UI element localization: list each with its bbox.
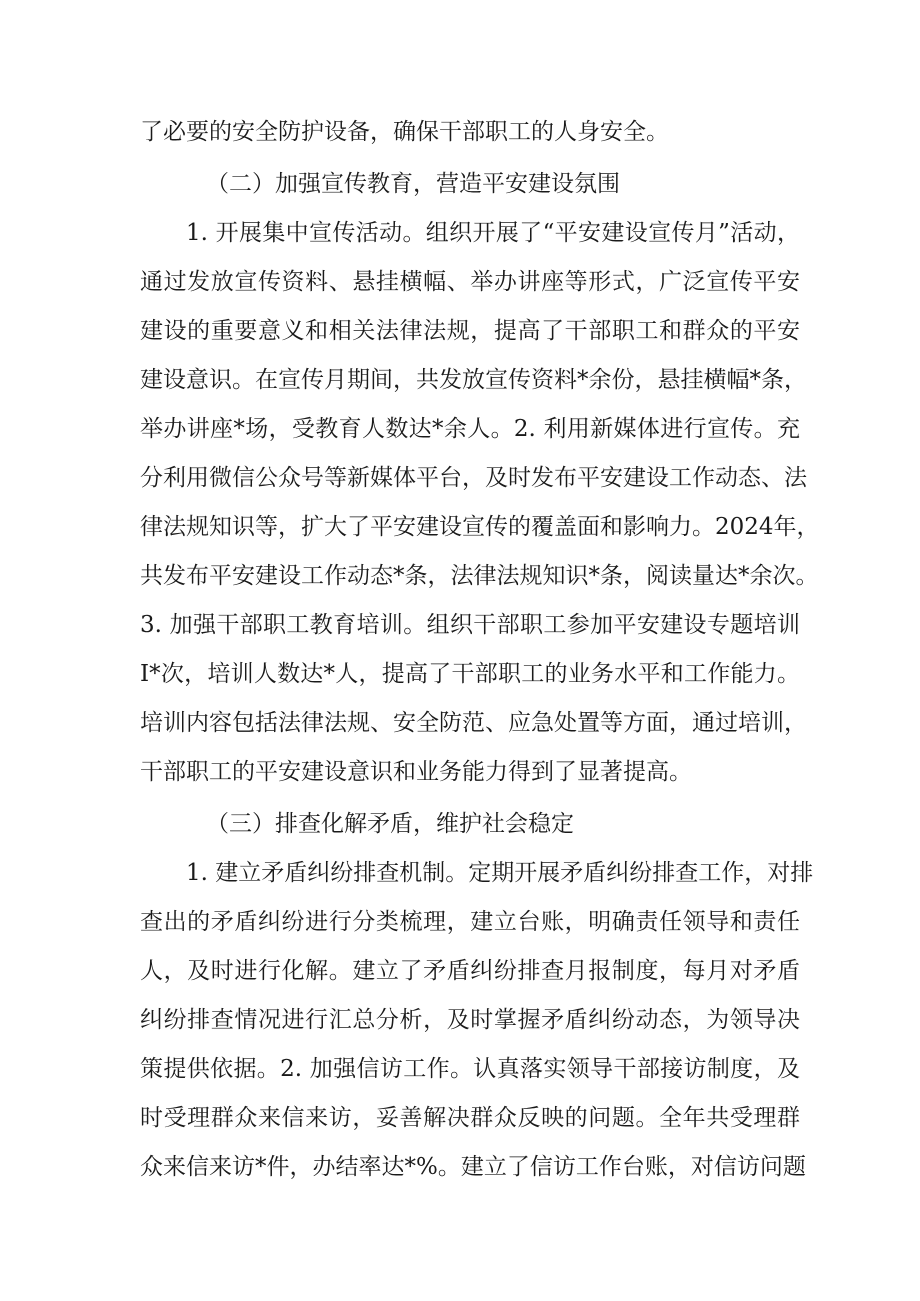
text-line: 举办讲座*场，受教育人数达*余人。2. 利用新媒体进行宣传。充 [140, 416, 800, 442]
text-line: 人，及时进行化解。建立了矛盾纠纷排查月报制度，每月对矛盾 [140, 958, 800, 984]
text-line: 查出的矛盾纠纷进行分类梳理，建立台账，明确责任领导和责任 [140, 909, 800, 935]
text-line: 策提供依据。2. 加强信访工作。认真落实领导干部接访制度，及 [140, 1056, 800, 1082]
text-line: 1. 建立矛盾纠纷排查机制。定期开展矛盾纠纷排查工作，对排 [186, 860, 814, 886]
text-line: 3. 加强干部职工教育培训。组织干部职工参加平安建设专题培训 [140, 612, 800, 638]
text-line: 纠纷排查情况进行汇总分析，及时掌握矛盾纠纷动态，为领导决 [140, 1007, 800, 1033]
text-line: 了必要的安全防护设备，确保干部职工的人身安全。 [140, 119, 669, 145]
text-line: 干部职工的平安建设意识和业务能力得到了显著提高。 [140, 759, 692, 785]
text-line: 1. 开展集中宣传活动。组织开展了“平安建设宣传月”活动， [186, 220, 800, 246]
text-line: 建设意识。在宣传月期间，共发放宣传资料*余份，悬挂横幅*条， [140, 367, 807, 393]
text-line: 分利用微信公众号等新媒体平台，及时发布平安建设工作动态、法 [140, 465, 807, 491]
section-heading: （二）加强宣传教育，营造平安建设氛围 [206, 171, 620, 197]
text-line: 建设的重要意义和相关法律法规，提高了干部职工和群众的平安 [140, 318, 800, 344]
text-line: 时受理群众来信来访，妥善解决群众反映的问题。全年共受理群 [140, 1105, 800, 1131]
text-line: 律法规知识等，扩大了平安建设宣传的覆盖面和影响力。2024年， [140, 514, 820, 540]
text-line: 众来信来访*件，办结率达*%。建立了信访工作台账，对信访问题 [140, 1154, 806, 1180]
text-line: I*次，培训人数达*人，提高了干部职工的业务水平和工作能力。 [140, 661, 800, 687]
text-line: 培训内容包括法律法规、安全防范、应急处置等方面，通过培训， [140, 710, 807, 736]
text-line: 共发布平安建设工作动态*条，法律法规知识*条，阅读量达*余次。 [140, 563, 819, 589]
text-line: 通过发放宣传资料、悬挂横幅、举办讲座等形式，广泛宣传平安 [140, 269, 800, 295]
section-heading: （三）排查化解矛盾，维护社会稳定 [206, 811, 574, 837]
